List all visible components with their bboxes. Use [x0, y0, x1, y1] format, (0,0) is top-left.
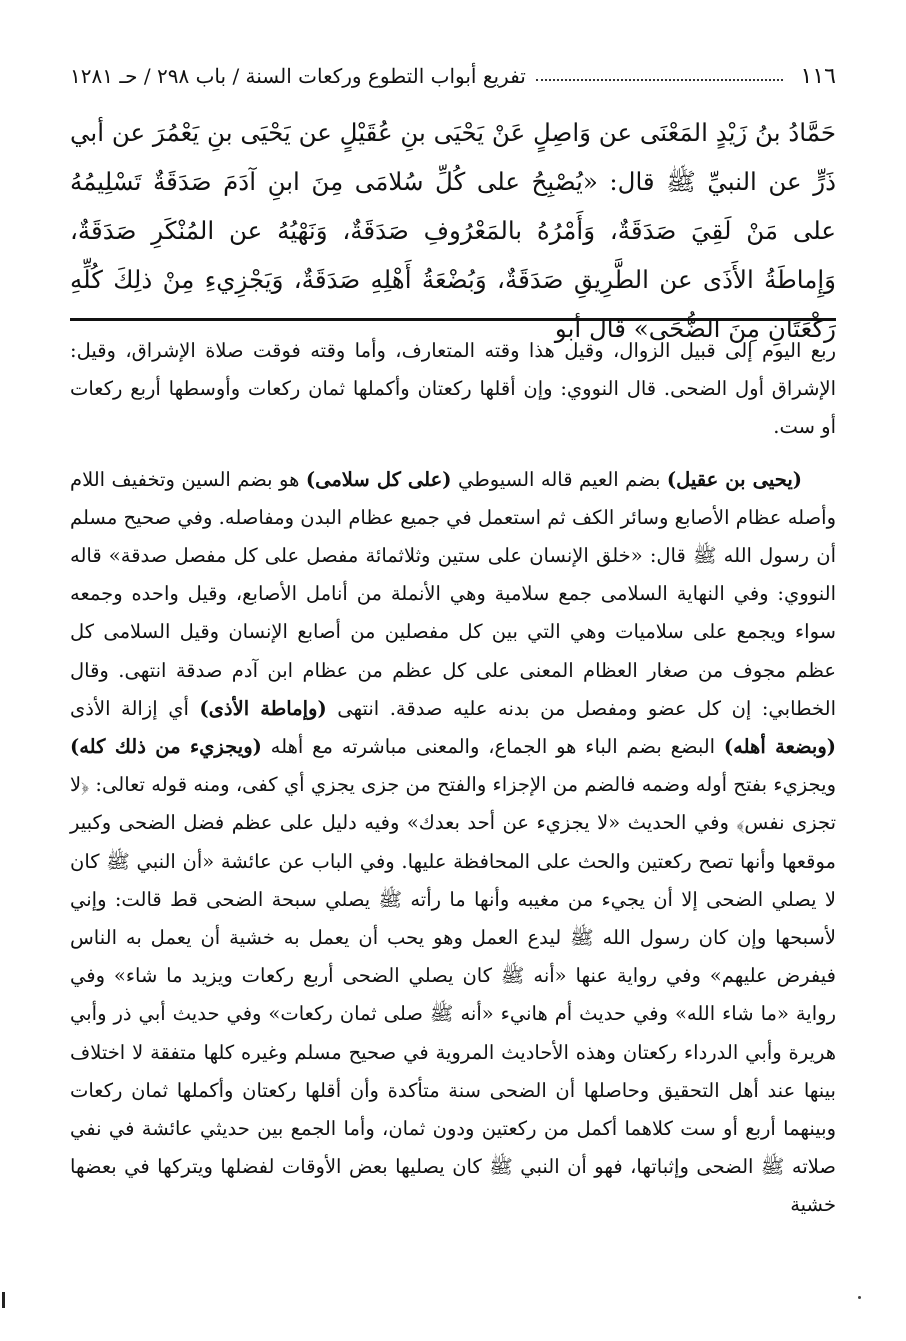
page-header — [70, 58, 836, 94]
commentary-paragraph-1: ربع اليوم إلى قبيل الزوال، وقيل هذا وقته المتعارف، وأما وقته فوقت صلاة الإشراق، وقيل: الإشراق أول الضحى. قال النووي: وإن أقلها ركعتان وأكملها ثمان ركعات وأوسطها أربع ركعات أو ست. — [70, 339, 836, 439]
scan-edge-mark — [2, 1292, 5, 1308]
commentary-text: بضم العيم قاله السيوطي — [451, 467, 667, 491]
bold-lemma: (على كل سلامى) — [305, 467, 452, 491]
commentary-notes — [70, 332, 836, 1225]
commentary-paragraph-2 — [70, 461, 836, 1225]
header-leader-dots — [536, 79, 783, 81]
commentary-text: أي إزالة الأذى — [70, 696, 200, 720]
hadith-text: حَمَّادُ بنُ زَيْدٍ المَعْنَى عن وَاصِلٍ عَنْ يَحْيَى بنِ عُقَيْلٍ عن يَحْيَى بنِ يَعْمُرَ عن أبي ذَرٍّ عن النبيِّ ﷺ قال: «يُصْبِحُ على كُلِّ سُلامَى مِنَ ابنِ آدَمَ صَدَقَةٌ تَسْلِيمُهُ على مَنْ لَقِيَ صَدَقَةٌ، وَأَمْرُهُ بالمَعْرُوفِ صَدَقَةٌ، وَنَهْيُهُ عن المُنْكَرِ صَدَقَةٌ، وَإِماطَةُ الأَذَى عن الطَّرِيقِ صَدَقَةٌ، وَبُضْعَةُ أَهْلِهِ صَدَقَةٌ، وَيَجْزِيءِ مِنْ ذلِكَ كُلِّهِ رَكْعَتَانِ مِنَ الضُّحَى» قال أبو — [70, 118, 836, 343]
page-number: ١١٦ — [800, 63, 836, 89]
footnote-separator-rule — [70, 318, 836, 321]
bold-lemma: (وبضعة أهله) — [723, 735, 837, 759]
commentary-text: البضع بضم الباء هو الجماع، والمعنى مباشرته مع أهله — [261, 735, 724, 759]
bold-lemma: (يحيى بن عقيل) — [666, 467, 802, 491]
running-title: تفريع أبواب التطوع وركعات السنة / باب ٢٩٨ / حـ ١٢٨١ — [70, 64, 526, 88]
commentary-text: هو بضم السين وتخفيف اللام وأصله عظام الأصابع وسائر الكف ثم استعمل في جميع عظام البدن ومفاصله. وفي صحيح مسلم أن رسول الله ﷺ قال: «خلق الإنسان على ستين وثلاثمائة مفصل على كل مفصل صدقة» قاله النووي: وفي النهاية السلامى جمع سلامية وهي الأنملة من أنامل الأصابع، وقيل واحده وجمعه سواء ويجمع على سلاميات وهي التي بين كل مفصلين من أصابع الإنسان وقيل السلامى كل عظم مجوف من صغار العظام المعنى على كل عظم من عظام ابن آدم صدقة انتهى. وقال الخطابي: إن كل عضو ومفصل من بدنه عليه صدقة. انتهى — [70, 467, 836, 720]
scan-speck — [858, 1296, 861, 1299]
commentary-text: ويجزيء بفتح أوله وضمه فالضم من الإجزاء والفتح من جزى يجزي أي كفى، ومنه قوله تعالى: ﴿لا تجزى نفس﴾ وفي الحديث «لا يجزيء عن أحد بعدك» وفيه دليل على عظم فضل الضحى وكبير موقعها وأنها تصح ركعتين والحث على المحافظة عليها. وفي الباب عن عائشة «أن النبي ﷺ كان لا يصلي الضحى إلا أن يجيء من مغيبه وأنها ما رأته ﷺ يصلي سبحة الضحى قط قالت: وإني لأسبحها وإن كان رسول الله ﷺ ليدع العمل وهو يحب أن يعمل به خشية أن يعمل به الناس فيفرض عليهم» وفي رواية عنها «أنه ﷺ كان يصلي الضحى أربع ركعات ويزيد ما شاء» وفي رواية «ما شاء الله» وفي حديث أم هانيء «أنه ﷺ صلى ثمان ركعات» وفي حديث أبي ذر وأبي هريرة وأبي الدرداء ركعتان وهذه الأحاديث المروية في صحيح مسلم وغيره كلها متفقة لا اختلاف بينها عند أهل التحقيق وحاصلها أن الضحى سنة متأكدة وأن أقلها ركعتان وأكملها ثمان ركعات وبينهما أربع أو ست كلاهما أكمل من ركعتين ودون ثمان، وأما الجمع بين حديثي عائشة في نفي صلاته ﷺ الضحى وإثباتها، فهو أن النبي ﷺ كان يصليها بعض الأوقات لفضلها ويتركها في بعضها خشية — [70, 773, 836, 1217]
bold-lemma: (ويجزيء من ذلك كله) — [70, 735, 262, 759]
bold-lemma: (وإماطة الأذى) — [199, 696, 327, 720]
